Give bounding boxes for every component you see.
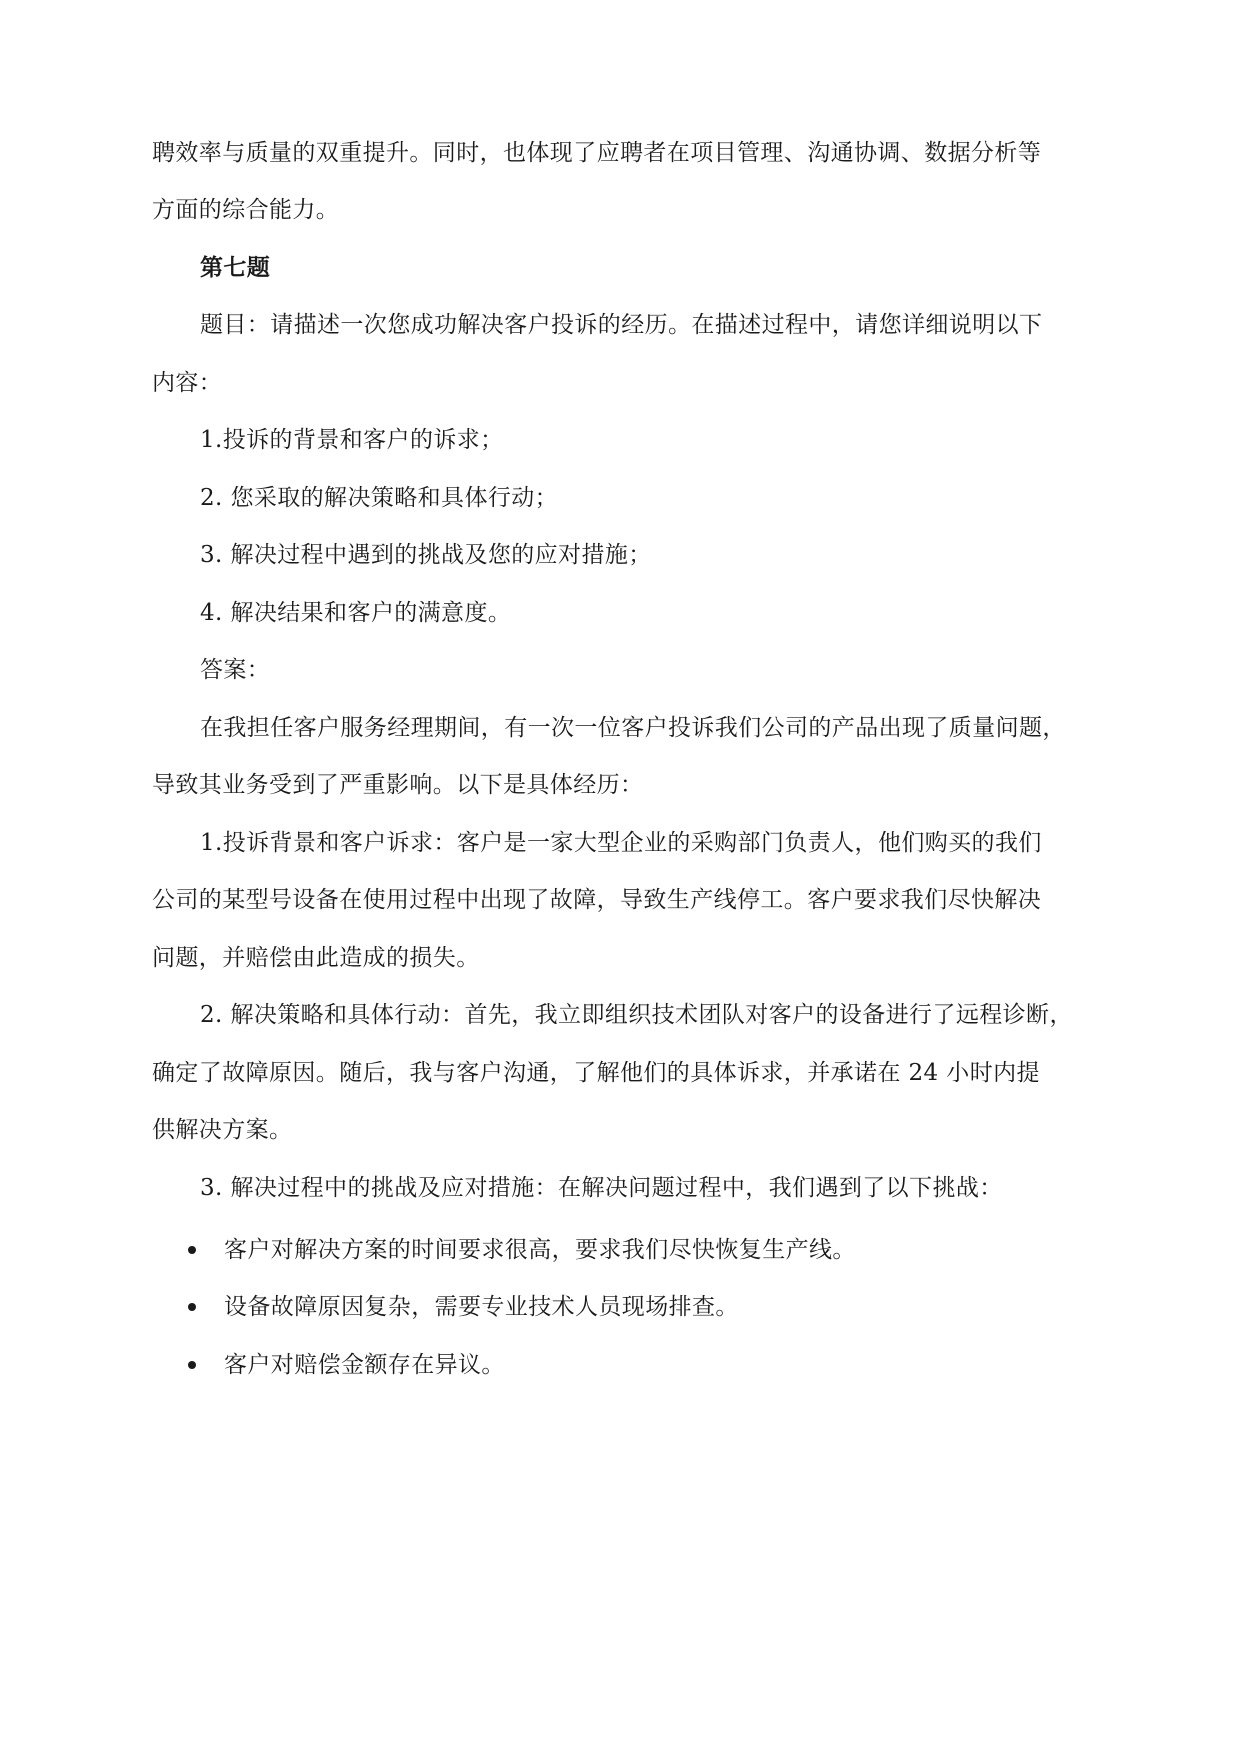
question-item: 2. 您采取的解决策略和具体行动； (200, 485, 559, 511)
paragraph-line: 3. 解决过程中的挑战及应对措施：在解决问题过程中，我们遇到了以下挑战： (200, 1175, 1003, 1201)
paragraph-line: 聘效率与质量的双重提升。同时，也体现了应聘者在项目管理、沟通协调、数据分析等 (152, 140, 1042, 166)
question-item: 4. 解决结果和客户的满意度。 (200, 600, 512, 626)
bullet-dot-icon (188, 1246, 196, 1254)
paragraph-line: 确定了故障原因。随后，我与客户沟通，了解他们的具体诉求，并承诺在 24 小时内提 (152, 1060, 1040, 1086)
bullet-text: 客户对解决方案的时间要求很高，要求我们尽快恢复生产线。 (224, 1237, 856, 1263)
question-item: 3. 解决过程中遇到的挑战及您的应对措施； (200, 542, 652, 568)
paragraph-line: 方面的综合能力。 (152, 197, 340, 223)
question-line: 内容： (152, 370, 223, 396)
paragraph-line: 1.投诉背景和客户诉求：客户是一家大型企业的采购部门负责人，他们购买的我们 (200, 830, 1042, 856)
bullet-dot-icon (188, 1303, 196, 1311)
bullet-text: 客户对赔偿金额存在异议。 (224, 1352, 505, 1378)
question-line: 题目：请描述一次您成功解决客户投诉的经历。在描述过程中，请您详细说明以下 (200, 312, 1043, 338)
paragraph-line: 导致其业务受到了严重影响。以下是具体经历： (152, 772, 644, 798)
paragraph-line: 公司的某型号设备在使用过程中出现了故障，导致生产线停工。客户要求我们尽快解决 (152, 887, 1042, 913)
paragraph-line: 问题，并赔偿由此造成的损失。 (152, 945, 480, 971)
paragraph-line: 在我担任客户服务经理期间，有一次一位客户投诉我们公司的产品出现了质量问题， (200, 715, 1066, 741)
paragraph-line: 供解决方案。 (152, 1117, 293, 1143)
question-item: 1.投诉的背景和客户的诉求； (200, 427, 504, 453)
paragraph-line: 2. 解决策略和具体行动：首先，我立即组织技术团队对客户的设备进行了远程诊断， (200, 1002, 1073, 1028)
answer-label: 答案： (200, 657, 271, 683)
bullet-dot-icon (188, 1361, 196, 1369)
bullet-text: 设备故障原因复杂，需要专业技术人员现场排查。 (224, 1294, 739, 1320)
section-heading: 第七题 (200, 254, 271, 281)
